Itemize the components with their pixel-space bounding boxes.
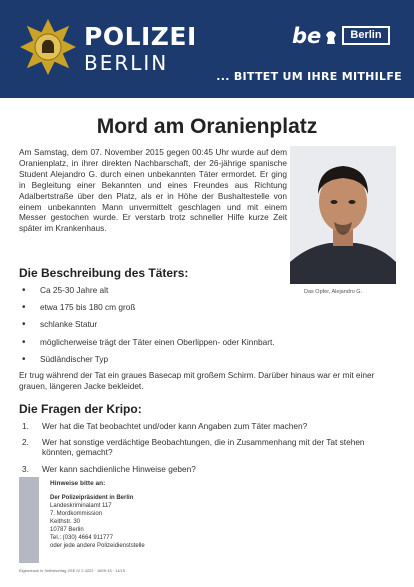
description-heading: Die Beschreibung des Täters:	[19, 266, 189, 280]
intro-paragraph: Am Samstag, dem 07. November 2015 gegen 00:45 Uhr wurde auf dem Oranienplatz, in ihrer direkten Nachbarschaft, der 26-jährige spanische Student Alejandro G. durch einen unbekannten Täter ermordet. Er ging in Begleitung einer Bekannten und eines Freundes aus Richtung Adalbertstraße über den Platz, als er in Höhe der Bushaltestelle von einem unbekannten Mann unvermittelt geschlagen und mit einem Messer gestochen wurde. Er verstarb trotz schneller Hilfe kurze Zeit später im Krankenhaus.	[19, 147, 287, 234]
bullet-icon: •	[22, 336, 26, 348]
contact-org: Der Polizeipräsident in Berlin	[50, 494, 134, 501]
contact-title: Hinweise bitte an:	[50, 480, 106, 487]
list-item: • Südländischer Typ	[22, 353, 109, 365]
description-list	[22, 286, 275, 372]
contact-line: Keithstr. 30	[50, 518, 81, 525]
header-banner	[0, 0, 414, 98]
contact-line: Landeskriminalamt 117	[50, 502, 112, 509]
contact-line: oder jede andere Polizeidienststelle	[50, 543, 145, 550]
bullet-icon: •	[22, 353, 26, 365]
list-item: • möglicherweise trägt der Täter einen Oberlippen- oder Kinnbart.	[22, 336, 275, 348]
print-code: Eigendruck in Selbstverlag ZSE IV 2 4222 · 1609·15 · 11/15	[19, 568, 125, 573]
police-star-icon	[18, 17, 78, 77]
agency-city: BERLIN	[84, 51, 169, 75]
list-item: • etwa 175 bis 180 cm groß	[22, 302, 136, 314]
berlin-bear-icon	[324, 29, 338, 45]
photo-caption: Das Opfer, Alejandro G.	[304, 289, 363, 295]
question-item: 3. Wer kann sachdienliche Hinweise geben?	[22, 463, 196, 474]
contact-accent-bar	[19, 477, 39, 563]
questions-heading: Die Fragen der Kripo:	[19, 402, 142, 416]
question-item: 1. Wer hat die Tat beobachtet und/oder kann Angaben zum Täter machen?	[22, 421, 308, 431]
clothing-paragraph: Er trug während der Tat ein graues Basecap mit großem Schirm. Darüber hinaus war er mit einer grauen, längeren Jacke bekleidet.	[19, 370, 375, 391]
be-logo-box: Berlin	[342, 26, 390, 45]
victim-portrait-icon	[290, 146, 396, 284]
agency-title: POLIZEI	[84, 22, 197, 51]
questions-list	[22, 421, 398, 480]
bullet-icon: •	[22, 319, 26, 331]
victim-photo	[290, 146, 396, 284]
bullet-icon: •	[22, 302, 26, 314]
list-item: • schlanke Statur	[22, 319, 98, 331]
contact-block	[50, 480, 145, 550]
page-title: Mord am Oranienplatz	[96, 115, 318, 138]
contact-line: 7. Mordkommission	[50, 510, 103, 517]
bullet-icon: •	[22, 285, 26, 296]
be-logo-text: be	[292, 24, 322, 48]
contact-line: 10787 Berlin	[50, 526, 84, 533]
list-item: • Ca 25-30 Jahre alt	[22, 285, 109, 296]
slogan: ... BITTET UM IHRE MITHILFE	[216, 70, 402, 83]
question-item: 2. Wer hat sonstige verdächtige Beobachtungen, die in Zusammenhang mit der Tat stehen könnten, gemacht?	[22, 437, 365, 458]
contact-phone: Tel.: (030) 4664 911777	[50, 534, 113, 541]
